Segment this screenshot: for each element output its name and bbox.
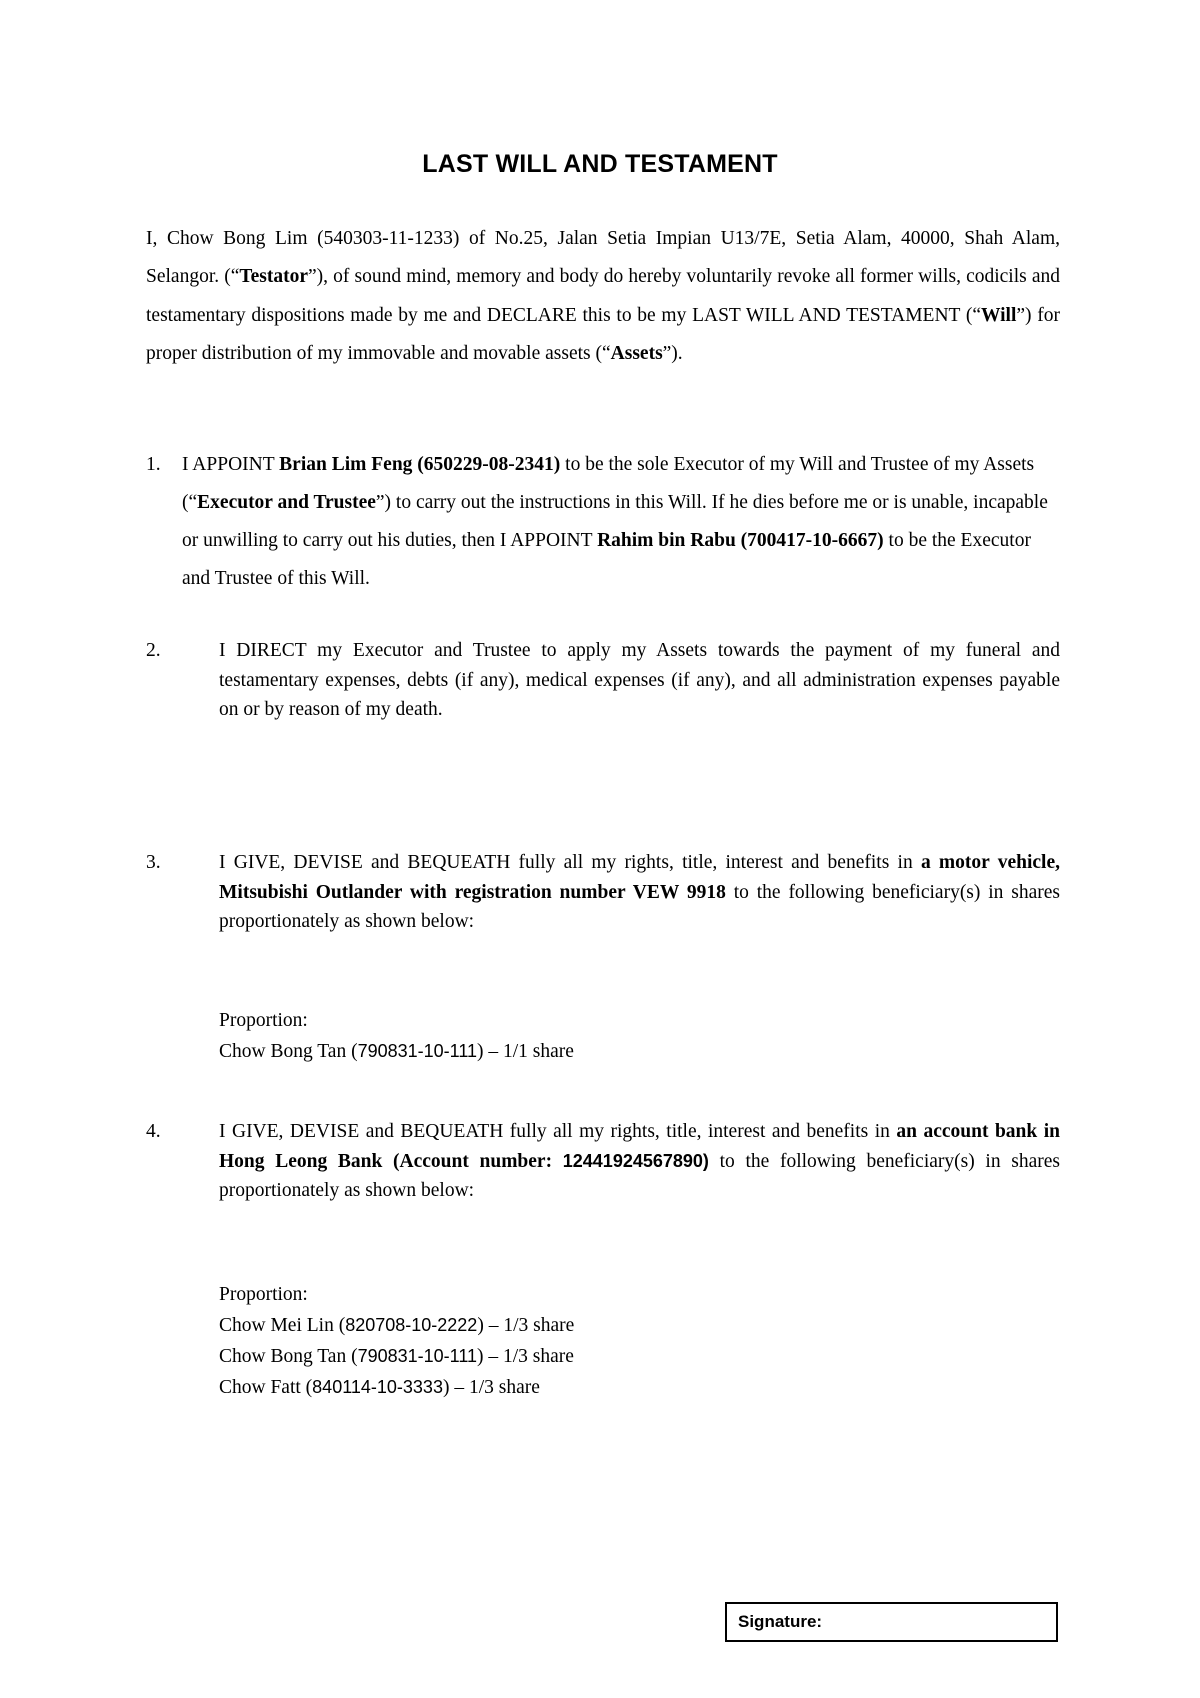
intro-text: ”), of sound mind, memory and body do hereby voluntarily revoke all former wills, codicils and testamentary dispositions made by me and DECLARE this to be my LAST WILL AND TESTAMENT (“ (146, 266, 1060, 326)
signature-box[interactable] (725, 1602, 1058, 1642)
beneficiary-line (219, 1372, 919, 1403)
clause-text-part: I GIVE, DEVISE and BEQUEATH fully all my rights, title, interest and benefits in (219, 1121, 897, 1142)
intro-text: ”) for proper distribution of my immovable and movable assets (“ (146, 304, 1061, 364)
intro-text: I, Chow Bong Lim (540303-11-1233) of No.25, Jalan Setia Impian U13/7E, Setia Alam, 40000, Shah Alam, Selangor. (“ (146, 228, 1060, 288)
clause-3 (146, 848, 1060, 937)
assets-term: Assets (610, 342, 663, 364)
account-number: 12441924567890) (562, 1150, 709, 1171)
clause-text-part: to be the Executor and Trustee of this Will. (182, 530, 1031, 589)
beneficiary-line (219, 1036, 919, 1067)
beneficiary-share: ) – 1/3 share (442, 1377, 540, 1398)
beneficiary-ic: 790831-10-111 (357, 1041, 478, 1061)
vehicle-description: a motor vehicle, Mitsubishi Outlander with registration number VEW 9918 (219, 852, 1060, 903)
alternate-executor-name: Rahim bin Rabu (700417-10-6667) (597, 530, 884, 551)
beneficiary-ic: 840114-10-3333 (312, 1377, 443, 1397)
clause-number: 2. (146, 640, 161, 661)
clause-text (219, 848, 1060, 937)
beneficiary-name: Chow Bong Tan ( (219, 1041, 358, 1062)
clause-text (219, 1117, 1060, 1206)
proportion-label: Proportion: (219, 1284, 308, 1305)
clause-text-part: I GIVE, DEVISE and BEQUEATH fully all my rights, title, interest and benefits in (219, 852, 921, 873)
beneficiary-name: Chow Fatt ( (219, 1377, 313, 1398)
clause-text (182, 446, 1060, 598)
clause-number: 3. (146, 852, 161, 873)
beneficiary-share: ) – 1/3 share (477, 1346, 574, 1367)
beneficiary-ic: 790831-10-111 (357, 1346, 478, 1366)
bank-account-description: an account bank in Hong Leong Bank (Account number: (219, 1121, 1060, 1172)
proportion-list-3 (219, 1005, 919, 1067)
proportion-list-4 (219, 1279, 919, 1403)
clause-text-part: to the following beneficiary(s) in shares proportionately as shown below: (219, 1150, 1060, 1201)
clause-1 (146, 446, 1060, 598)
beneficiary-name: Chow Bong Tan ( (219, 1346, 358, 1367)
executor-name: Brian Lim Feng (650229-08-2341) (279, 454, 561, 475)
clause-text-part: ”) to carry out the instructions in this Will. If he dies before me or is unable, incapable or unwilling to carry out his duties, then I APPOINT (182, 492, 1048, 551)
clause-text-part: I APPOINT (182, 454, 280, 475)
testator-term: Testator (239, 266, 308, 288)
clause-4 (146, 1117, 1060, 1206)
intro-text: ”). (662, 342, 683, 364)
clause-number: 4. (146, 1121, 161, 1142)
will-term: Will (980, 304, 1017, 326)
executor-term: Executor and Trustee (197, 492, 376, 513)
signature-label: Signature: (738, 1612, 823, 1631)
proportion-label: Proportion: (219, 1010, 308, 1031)
beneficiary-line (219, 1310, 919, 1341)
clause-text-part: to the following beneficiary(s) in shares proportionately as shown below: (219, 881, 1060, 932)
clause-number: 1. (146, 454, 161, 475)
clause-text-part: to be the sole Executor of my Will and Trustee of my Assets (“ (182, 454, 1035, 513)
intro-paragraph (146, 220, 1060, 373)
clause-text: I DIRECT my Executor and Trustee to apply my Assets towards the payment of my funeral and testamentary expenses, debts (if any), medical expenses (if any), and all administration expenses payable on or by reason of my death. (219, 640, 1060, 720)
document-title: LAST WILL AND TESTAMENT (422, 150, 778, 178)
clause-2 (146, 636, 1060, 725)
beneficiary-share: ) – 1/3 share (477, 1315, 575, 1336)
beneficiary-line (219, 1341, 919, 1372)
beneficiary-name: Chow Mei Lin ( (219, 1315, 346, 1336)
beneficiary-ic: 820708-10-2222 (345, 1315, 478, 1335)
beneficiary-share: ) – 1/1 share (477, 1041, 574, 1062)
